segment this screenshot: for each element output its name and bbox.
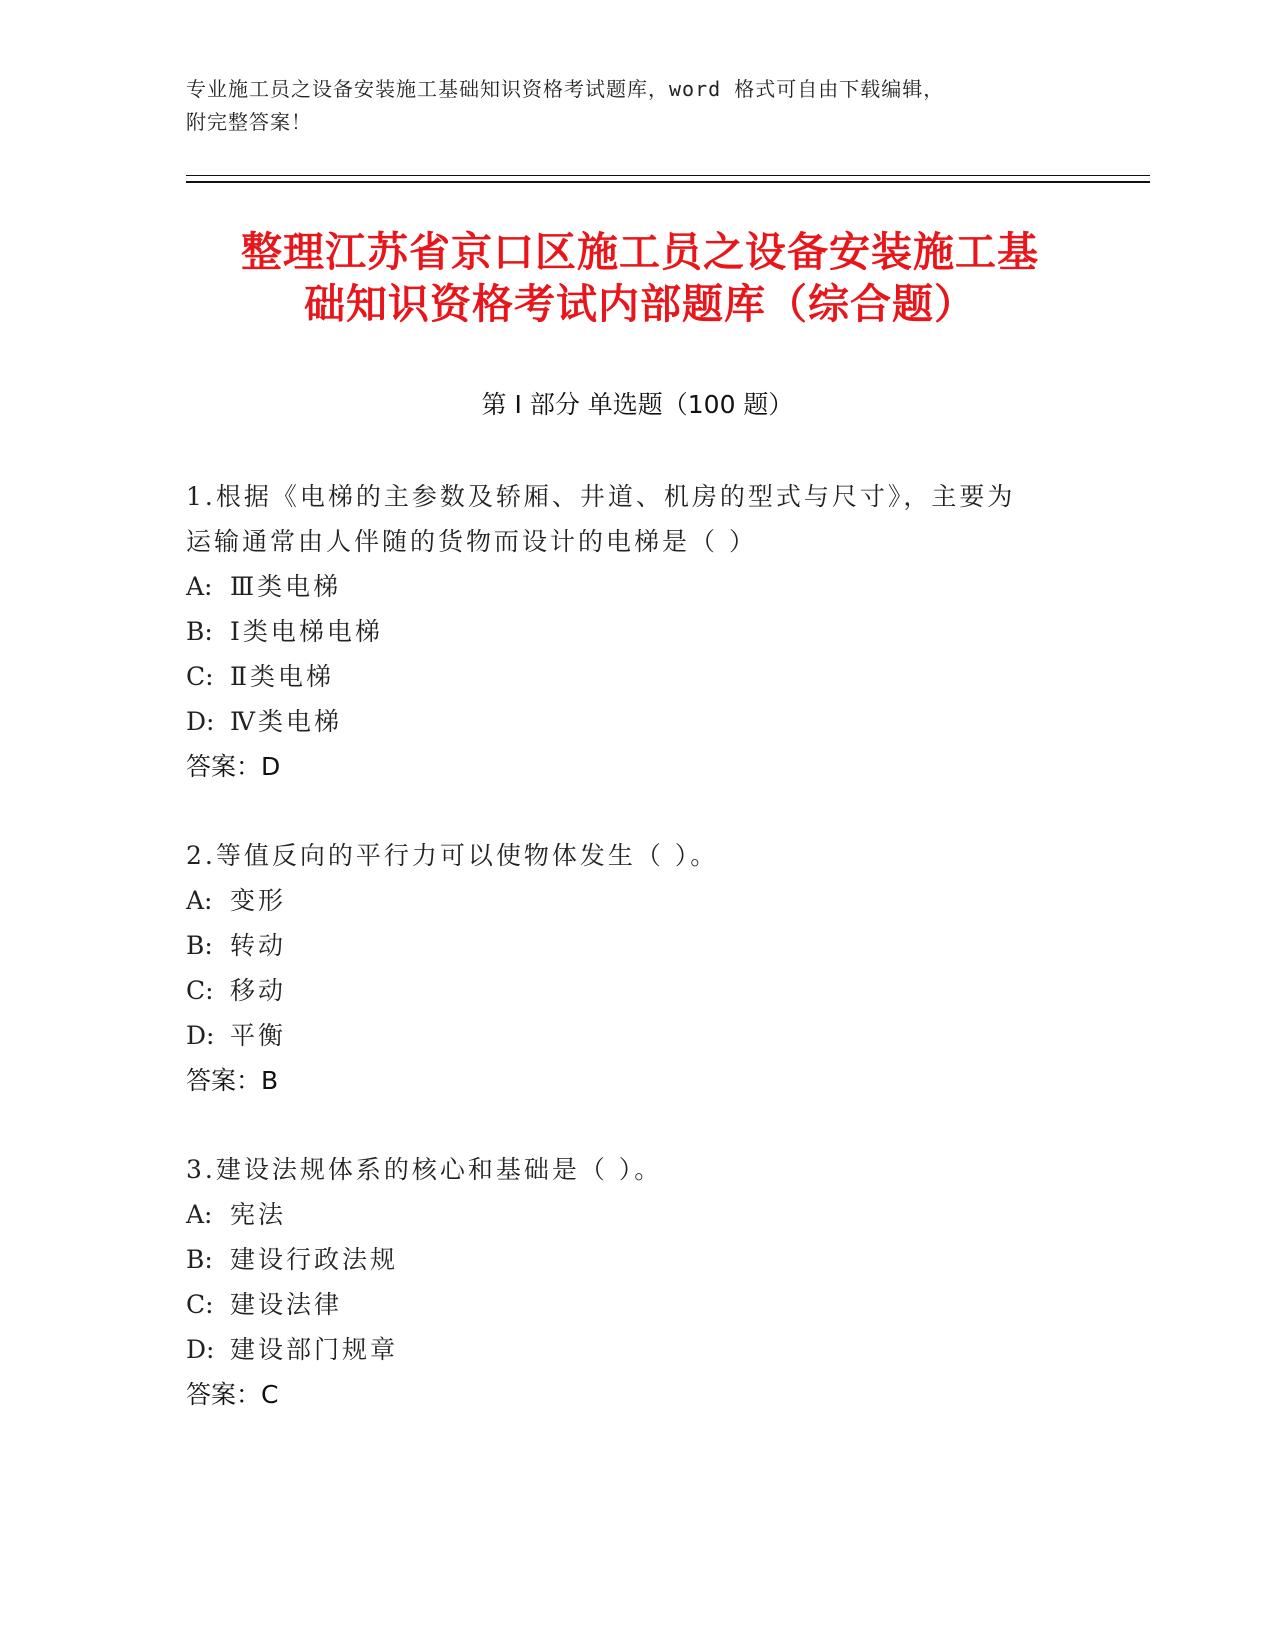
option-text: 转动 [230,931,287,960]
option-text: 移动 [230,976,287,1005]
answer: 答案：D [186,752,281,781]
question-stem [186,1147,1086,1192]
option-key: B: [186,1245,213,1274]
option-text: 建设行政法规 [230,1245,399,1274]
option-key: A: [186,886,213,915]
option-c [186,968,1086,1013]
option-text: Ⅲ类电梯 [230,572,342,601]
option-key: C: [186,662,214,691]
question-stem-line: 2.等值反向的平行力可以使物体发生（ ）。 [186,841,719,870]
option-key: D: [186,707,215,736]
answer: 答案：C [186,1380,279,1409]
option-text: Ⅳ类电梯 [230,707,342,736]
option-c [186,1282,1086,1327]
document-title-line: 础知识资格考试内部题库（综合题） [304,280,976,328]
answer: 答案：B [186,1066,279,1095]
option-key: B: [186,617,213,646]
option-key: A: [186,1200,213,1229]
option-d [186,1327,1086,1372]
header-rule-thin [186,175,1150,176]
option-key: A: [186,572,213,601]
option-b [186,923,1086,968]
option-key: D: [186,1021,215,1050]
option-a [186,564,1086,609]
option-c [186,654,1086,699]
option-key: D: [186,1335,215,1364]
option-a [186,878,1086,923]
header-rule-thick [186,181,1150,183]
document-title-line: 整理江苏省京口区施工员之设备安装施工基 [241,228,1039,276]
header-note-line: 专业施工员之设备安装施工基础知识资格考试题库，word 格式可自由下载编辑， [186,77,945,101]
question-stem-line: 1.根据《电梯的主参数及轿厢、井道、机房的型式与尺寸》，主要为 [186,482,1016,511]
question-stem-line: 3.建设法规体系的核心和基础是（ ）。 [186,1155,663,1184]
question-2 [186,833,1086,1103]
option-text: 建设法律 [230,1290,343,1319]
question-stem [186,474,1086,564]
option-text: 平衡 [230,1021,287,1050]
option-key: C: [186,976,214,1005]
option-b [186,1237,1086,1282]
option-a [186,1192,1086,1237]
option-key: B: [186,931,213,960]
option-d [186,1013,1086,1058]
header-note-line: 附完整答案！ [186,110,312,134]
question-3 [186,1147,1086,1417]
option-text: Ⅰ类电梯电梯 [230,617,383,646]
option-text: Ⅱ类电梯 [230,662,334,691]
option-key: C: [186,1290,214,1319]
question-stem [186,833,1086,878]
option-d [186,699,1086,744]
header-note [186,73,1086,139]
question-list [186,474,1086,1461]
option-text: 宪法 [230,1200,287,1229]
document-title [190,226,1090,330]
question-stem-line: 运输通常由人伴随的货物而设计的电梯是（ ） [186,527,757,556]
option-text: 建设部门规章 [230,1335,399,1364]
question-1 [186,474,1086,789]
section-title: 第 I 部分 单选题（100 题） [481,390,794,419]
option-text: 变形 [230,886,287,915]
option-b [186,609,1086,654]
